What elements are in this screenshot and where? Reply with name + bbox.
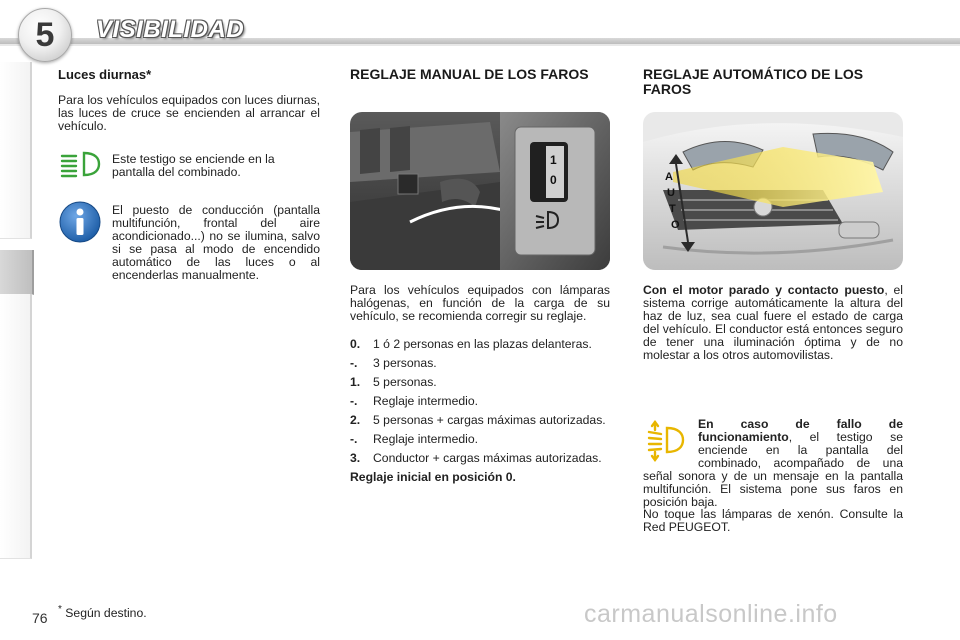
list-item: -. Reglaje intermedio. <box>350 394 479 408</box>
chapter-tab[interactable] <box>0 150 32 195</box>
dial-label: 1 <box>550 153 557 167</box>
initial-setting-note: Reglaje inicial en posición 0. <box>350 470 516 484</box>
daytime-lights-intro: Para los vehículos equipados con luces diurnas, las luces de cruce se encienden al arrancar el vehículo. <box>58 93 320 133</box>
chapter-tabs <box>0 62 32 582</box>
xenon-note: No toque las lámparas de xenón. Consulte la Red PEUGEOT. <box>643 507 903 534</box>
manual-adjust-heading: REGLAJE MANUAL DE LOS FAROS <box>350 66 589 82</box>
chapter-tab[interactable] <box>0 62 32 107</box>
lamp-note: Este testigo se enciende en la pantalla del combinado. <box>112 152 275 179</box>
fault-note: En caso de fallo de funcionamiento, el testigo se enciende en la pantalla del combinado, acompañado de una señal sonora y de un mensaje en la pantalla multifunción. El sistema pone sus faros en posición baja. <box>643 417 903 509</box>
chapter-tab-active[interactable] <box>0 250 34 295</box>
footnote: * Según destino. <box>58 604 147 621</box>
chapter-number-badge <box>18 8 72 62</box>
list-item: 2. 5 personas + cargas máximas autorizadas. <box>350 413 606 427</box>
load-positions-list <box>350 338 610 484</box>
chapter-tab[interactable] <box>0 294 32 339</box>
daytime-lights-heading: Luces diurnas* <box>58 67 152 82</box>
chapter-title: VISIBILIDAD <box>96 16 245 43</box>
list-item: 3. Conductor + cargas máximas autorizadas. <box>350 451 602 465</box>
manual-adjust-intro: Para los vehículos equipados con lámparas halógenas, en función de la carga de su vehículo, se recomienda corregir su reglaje. <box>350 283 610 323</box>
auto-label-full: U T O <box>667 187 680 231</box>
dial-label: 0 <box>550 173 557 187</box>
auto-adjust-text: Con el motor parado y contacto puesto, el sistema corrige automáticamente la altura del haz de luz, sea cual fuere el estado de carga del vehículo. El conductor está entonces seguro de tener una iluminación óptima y de no molestar a los otros automovilistas. <box>643 283 903 362</box>
chapter-number: 5 <box>35 15 55 54</box>
list-item: -. 3 personas. <box>350 356 437 370</box>
chapter-tab[interactable] <box>0 338 32 383</box>
info-note: El puesto de conducción (pantalla multifunción, frontal del aire acondicionado...) no se ilumina, salvo si se pasa al modo de encendido automático de las luces o al encenderlas manualmente. <box>112 203 320 282</box>
list-item: 1. 5 personas. <box>350 375 437 389</box>
auto-label <box>665 171 673 183</box>
daytime-lamp-icon <box>58 148 102 180</box>
page-number: 76 <box>32 610 48 626</box>
header-bar-shadow <box>0 44 960 46</box>
auto-adjust-heading: REGLAJE AUTOMÁTICO DE LOS FAROS <box>643 66 864 97</box>
list-item: -. Reglaje intermedio. <box>350 432 479 446</box>
chapter-tab[interactable] <box>0 470 32 515</box>
auto-letter: A <box>665 171 673 183</box>
info-icon <box>58 200 102 244</box>
watermark: carmanualsonline.info <box>584 600 838 628</box>
chapter-tab[interactable] <box>0 514 32 559</box>
auto-adjust-photo <box>643 112 903 270</box>
chapter-tab[interactable] <box>0 382 32 427</box>
manual-adjust-photo <box>350 112 610 270</box>
chapter-tab[interactable] <box>0 194 32 239</box>
chapter-tab[interactable] <box>0 106 32 151</box>
chapter-tab[interactable] <box>0 426 32 471</box>
list-item: 0. 1 ó 2 personas en las plazas delanteras. <box>350 337 592 351</box>
